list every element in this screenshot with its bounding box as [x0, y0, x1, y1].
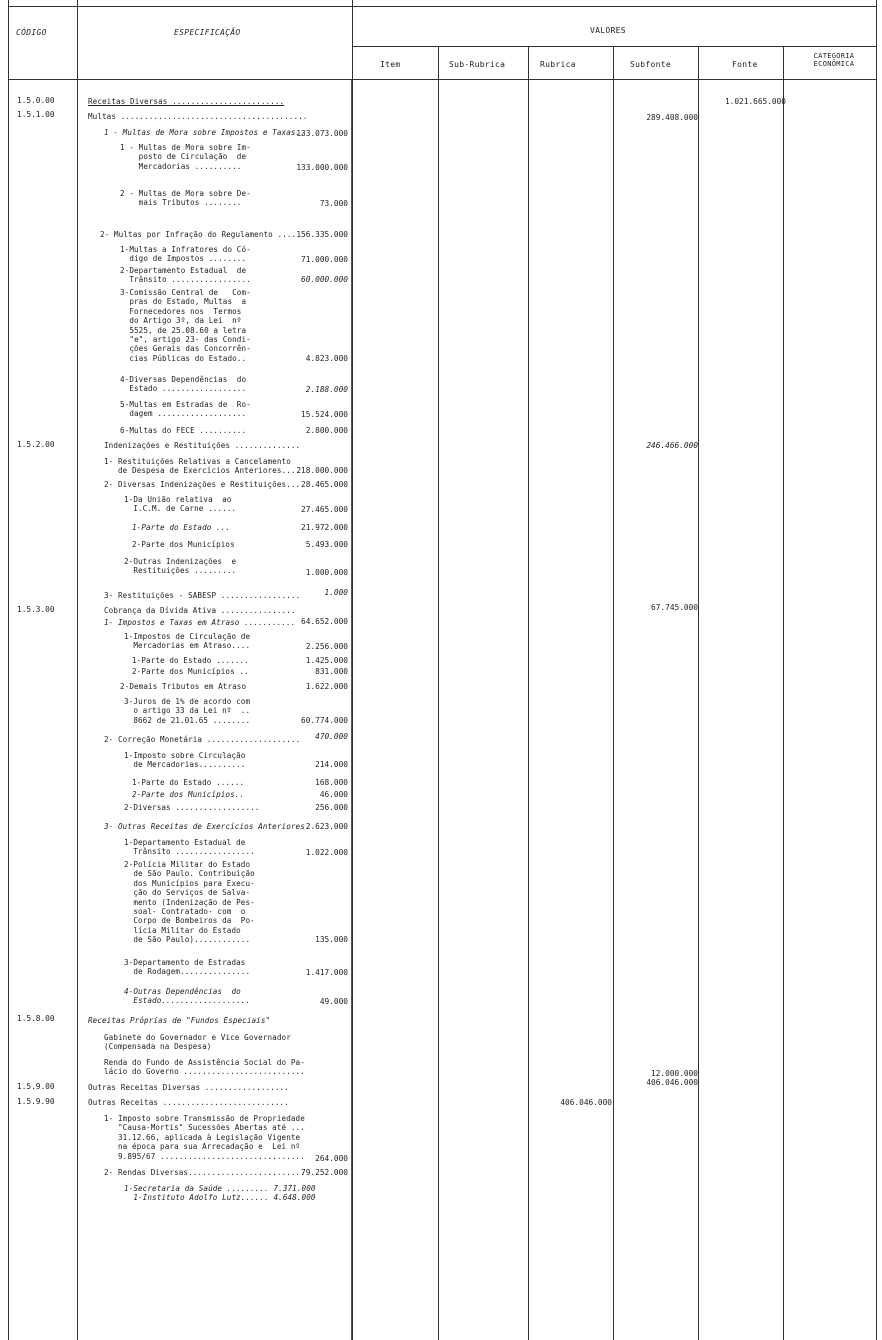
row-text: 2-Diversas .................. [124, 803, 260, 812]
value-inner: 1.022.000 [305, 848, 348, 857]
row-text: Multas ........................................ [88, 112, 308, 121]
value-inner: 214.000 [315, 760, 348, 769]
row-text: 3-Juros de 1% de acordo com o artigo 33 da Lei nº .. 8662 de 21.01.65 ........ [124, 697, 251, 725]
row-text: Indenizações e Restituições .............. [104, 441, 301, 450]
value-item: 470.000 [315, 732, 348, 741]
col-line-subrubrica [438, 46, 439, 1340]
row-text: 1-Multas a Infratores do Có- digo de Impostos ........ [120, 245, 251, 264]
header-line-valores [352, 46, 876, 47]
row-text: 2 - Multas de Mora sobre De- mais Tributos ........ [120, 189, 251, 208]
value-item: 264.000 [315, 1154, 348, 1163]
row-text: 2-Demais Tributos em Atraso [120, 682, 247, 691]
header-col-rubrica: Rubrica [540, 60, 576, 69]
row-text: 2- Multas por Infração do Regulamento .... [100, 230, 297, 239]
value-subfonte: 246.466.000 [646, 441, 698, 450]
value-inner: 133.000.000 [296, 163, 348, 172]
row-text: Outras Receitas Diversas .................. [88, 1083, 289, 1092]
value-item: 133.073.000 [296, 129, 348, 138]
value-inner: 1.622.000 [305, 682, 348, 691]
value-inner: 168.000 [315, 778, 348, 787]
col-line-subfonte [613, 46, 614, 1340]
value-inner: 21.972.000 [301, 523, 348, 532]
row-text: Gabinete do Governador e Vice Governador (Compensada na Despesa) [104, 1033, 291, 1052]
row-code: 1.5.0.00 [17, 96, 55, 105]
inner-value-rule [351, 80, 352, 1340]
value-inner: 60.774.000 [301, 716, 348, 725]
header-line-top [8, 6, 876, 7]
row-code: 1.5.8.00 [17, 1014, 55, 1023]
value-inner: 73.000 [319, 199, 348, 208]
row-text: 1- Impostos e Taxas em Atraso ........... [104, 618, 296, 627]
row-text: 2-Parte dos Municípios [132, 540, 235, 549]
row-code: 1.5.2.00 [17, 440, 55, 449]
row-text: 1- Restituições Relativas a Cancelamento de Despesa de Exercícios Anteriores.... [104, 457, 301, 476]
row-text: 4-Diversas Dependências do Estado .................. [120, 375, 247, 394]
value-inner: 71.000.000 [301, 255, 348, 264]
row-text: 3- Restituições - SABESP ................. [104, 591, 301, 600]
value-item: 218.000.000 [296, 466, 348, 475]
value-inner: 49.000 [319, 997, 348, 1006]
value-item: 1.000 [324, 588, 348, 597]
row-text: 2- Rendas Diversas......................... [104, 1168, 305, 1177]
row-text: 2- Correção Monetária .................... [104, 735, 301, 744]
value-item: 28.465.000 [301, 480, 348, 489]
value-inner: 135.000 [315, 935, 348, 944]
row-text: 1-Parte do Estado ....... [132, 656, 249, 665]
col-line-item [352, 0, 353, 1340]
header-codigo: CÓDIGO [16, 28, 47, 37]
header-col-subrubrica: Sub-Rubrica [449, 60, 506, 69]
row-text: 2- Diversas Indenizações e Restituições... [104, 480, 301, 489]
value-inner: 2.800.000 [305, 426, 348, 435]
row-text: 3-Departamento de Estradas de Rodagem............... [124, 958, 251, 977]
row-text: 2-Outras Indenizações e Restituições ......... [124, 557, 237, 576]
value-subfonte: 12.000.000 [651, 1069, 698, 1078]
col-line-right [876, 0, 877, 1340]
row-text: 1-Da União relativa ao I.C.M. de Carne ...... [124, 495, 237, 514]
row-code: 1.5.9.90 [17, 1097, 55, 1106]
header-col-categoria: CATEGORIA ECONÔMICA [813, 52, 855, 68]
header-col-fonte: Fonte [732, 60, 758, 69]
row-text: 6-Multas do FECE .......... [120, 426, 247, 435]
row-text: Renda do Fundo de Assistência Social do Pa- lácio do Governo .......................... [104, 1058, 305, 1077]
row-code: 1.5.1.00 [17, 110, 55, 119]
value-inner: 27.465.000 [301, 505, 348, 514]
row-text: 3- Outras Receitas de Exercícios Anteriores [104, 822, 305, 831]
col-line-spec [77, 0, 78, 1340]
value-item: 79.252.000 [301, 1168, 348, 1177]
value-inner: 1.000.000 [305, 568, 348, 577]
value-inner: 5.493.000 [305, 540, 348, 549]
row-text: 1-Secretaria da Saúde ......... 7.371.000 1-Instituto Adolfo Lutz...... 4.648.000 [124, 1184, 316, 1203]
value-inner: 4.823.000 [305, 354, 348, 363]
header-col-item: Item [380, 60, 401, 69]
row-text: 1 - Multas de Mora sobre Im- posto de Circulação de Mercadorias .......... [120, 143, 251, 171]
value-inner: 831.000 [315, 667, 348, 676]
col-line-codigo [8, 0, 9, 1340]
row-text: 1-Impostos de Circulação de Mercadorias em Atraso.... [124, 632, 251, 651]
value-item: 64.652.000 [301, 617, 348, 626]
value-subfonte: 289.408.000 [646, 113, 698, 122]
row-text: Receitas Próprias de "Fundos Especiais" [88, 1016, 271, 1025]
row-text: 5-Multas em Estradas de Ro- dagem ................... [120, 400, 251, 419]
value-rubrica: 406.046.000 [560, 1098, 612, 1107]
header-valores: VALORES [590, 26, 626, 35]
row-text: Receitas Diversas ........................ [88, 97, 285, 106]
row-code: 1.5.9.00 [17, 1082, 55, 1091]
value-inner: 1.417.000 [305, 968, 348, 977]
row-text: 1-Imposto sobre Circulação de Mercadorias.......... [124, 751, 246, 770]
col-line-categoria [783, 46, 784, 1340]
header-line-bottom [8, 79, 876, 80]
row-text: 3-Comissão Central de Com- pras do Estado, Multas a Fornecedores nos Termos do Artigo 3º, da Lei nº 5525, de 25.08.60 a letra "e", artigo 23- das Condi- ções Gerais das Concorrên- cias Públicas do Estado.. [120, 288, 251, 363]
row-text: 4-Outras Dependências do Estado................... [124, 987, 251, 1006]
value-inner: 2.256.000 [305, 642, 348, 651]
row-code: 1.5.3.00 [17, 605, 55, 614]
value-inner: 2.188.000 [305, 385, 348, 394]
value-inner: 60.000.000 [301, 275, 348, 284]
value-inner: 256.000 [315, 803, 348, 812]
value-inner: 1.425.000 [305, 656, 348, 665]
value-item: 156.335.000 [296, 230, 348, 239]
header-especificacao: ESPECIFICAÇÃO [174, 28, 241, 37]
value-inner: 46.000 [319, 790, 348, 799]
value-subfonte: 67.745.000 [651, 603, 698, 612]
value-fonte: 1.021.665.000 [724, 97, 786, 106]
row-text: 2-Departamento Estadual de Trânsito ................. [120, 266, 251, 285]
row-text: 1-Parte do Estado ... [132, 523, 231, 532]
row-text: 1- Imposto sobre Transmissão de Propriedade "Causa-Mortis" Sucessões Abertas até ... 31.12.66, aplicada à Legislação Vigente na época para sua Arrecadação e Lei nº 9.895/67 ............................... [104, 1114, 305, 1161]
row-text: 2-Parte dos Municípios.. [132, 790, 245, 799]
value-item: 2.623.000 [305, 822, 348, 831]
row-text: 1 - Multas de Mora sobre Impostos e Taxas.. [104, 128, 305, 137]
value-subfonte: 406.046.000 [646, 1078, 698, 1087]
row-text: 2-Parte dos Municípios .. [132, 667, 249, 676]
row-text: 1-Parte do Estado ...... [132, 778, 245, 787]
row-text: 1-Departamento Estadual de Trânsito ................. [124, 838, 255, 857]
row-text: Cobrança da Dívida Ativa ................ [104, 606, 296, 615]
value-inner: 15.524.000 [301, 410, 348, 419]
header-col-subfonte: Subfonte [630, 60, 671, 69]
row-text: 2-Polícia Militar do Estado de São Paulo. Contribuição dos Municípios para Execu- ção do Serviços de Salva- mento (Indenização de Pes- soal- Contratado- com o Corpo de Bombeiros da Po- lícia Militar do Estado de São Paulo)............ [124, 860, 255, 945]
col-line-fonte [698, 46, 699, 1340]
col-line-rubrica [528, 46, 529, 1340]
row-text: Outras Receitas ........................... [88, 1098, 289, 1107]
